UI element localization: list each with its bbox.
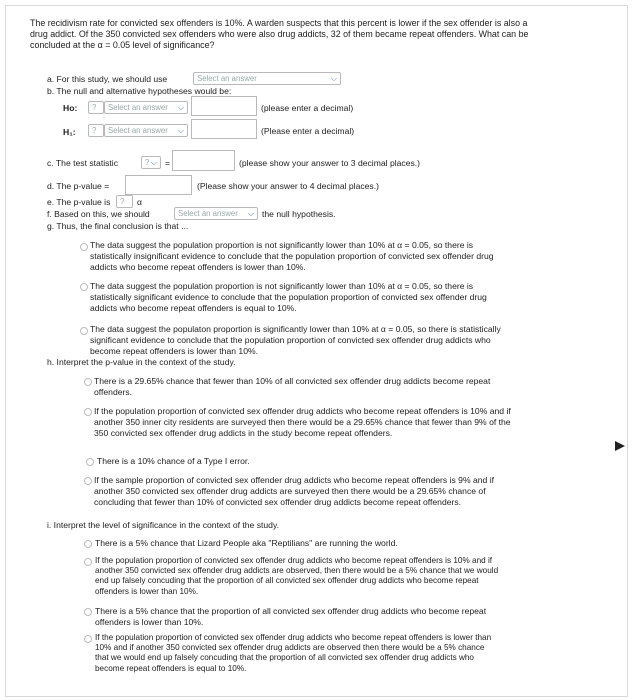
p-value-comparison-select-value: ? xyxy=(120,197,125,206)
pvalue-interpretation-option-4-radio[interactable] xyxy=(84,477,92,485)
pvalue-interpretation-option-2[interactable]: If the population proportion of convicted sex offender drug addicts who become repeat offenders is 10% and if another 350 inner city residents are surveyed then there would be a 29.65% chance that fewer than 9% of the 350 convicted sex offender drug addicts in the study become repeat offenders. xyxy=(94,406,511,438)
h1-symbol-select-placeholder: Select an answer xyxy=(108,126,168,135)
part-c-label: c. The test statistic xyxy=(47,158,119,168)
conclusion-option-2-radio[interactable] xyxy=(80,283,88,291)
h1-label: H₁: xyxy=(63,127,76,137)
part-i-label: i. Interpret the level of significance in the context of the study. xyxy=(47,520,280,530)
conclusion-option-1[interactable]: The data suggest the population proportion is not significantly lower than 10% at α = 0.05, so there is statistically insignificant evidence to conclude that the population proportion of convicted sex offender drug addicts who become repeat offenders is lower than 10%. xyxy=(90,240,494,272)
part-g-label: g. Thus, the final conclusion is that ... xyxy=(47,221,189,231)
part-f-suffix: the null hypothesis. xyxy=(262,209,336,219)
pvalue-interpretation-option-3[interactable]: There is a 10% chance of a Type I error. xyxy=(97,456,250,466)
h0-value-input[interactable] xyxy=(191,96,257,116)
decision-select-placeholder: Select an answer xyxy=(178,209,238,218)
significance-interpretation-option-1[interactable]: There is a 5% chance that Lizard People aka "Reptilians" are running the world. xyxy=(95,538,398,548)
h0-hint: (please enter a decimal) xyxy=(261,103,354,113)
mouse-pointer-icon xyxy=(615,441,625,451)
h0-parameter-select-value: ? xyxy=(92,103,97,112)
test-statistic-input[interactable] xyxy=(172,150,235,171)
conclusion-option-3[interactable]: The data suggest the populaton proportion is significantly lower than 10% at α = 0.05, so there is statistically significant evidence to conclude that the population proportion of convicted sex offender drug addicts who become repeat offenders is lower than 10%. xyxy=(90,324,501,356)
pvalue-interpretation-option-1-radio[interactable] xyxy=(84,378,92,386)
part-c-hint: (please show your answer to 3 decimal places.) xyxy=(239,158,421,168)
chevron-down-icon: ⌵ xyxy=(177,126,184,135)
h0-symbol-select[interactable] xyxy=(104,101,188,114)
conclusion-option-3-radio[interactable] xyxy=(80,327,88,335)
pvalue-interpretation-option-2-radio[interactable] xyxy=(84,408,92,416)
test-type-select[interactable] xyxy=(193,72,341,85)
chevron-down-icon: ⌵ xyxy=(177,103,184,112)
chevron-down-icon: ⌵ xyxy=(330,74,337,83)
chevron-down-icon: ⌵ xyxy=(247,209,254,218)
h1-hint: (Please enter a decimal) xyxy=(261,126,355,136)
h0-parameter-select[interactable] xyxy=(88,101,104,114)
part-d-label: d. The p-value = xyxy=(47,181,110,191)
significance-interpretation-option-3[interactable]: There is a 5% chance that the proportion of all convicted sex offender drug addicts who become repeat offenders is lower than 10%. xyxy=(95,606,487,627)
significance-interpretation-option-3-radio[interactable] xyxy=(84,608,92,616)
significance-interpretation-option-1-radio[interactable] xyxy=(84,540,92,548)
decision-select[interactable] xyxy=(174,207,258,220)
part-f-label: f. Based on this, we should xyxy=(47,209,150,219)
part-b-label: b. The null and alternative hypotheses would be: xyxy=(47,86,232,96)
chevron-down-icon: ⌵ xyxy=(150,158,157,167)
test-type-select-placeholder: Select an answer xyxy=(197,74,257,83)
significance-interpretation-option-2-radio[interactable] xyxy=(84,558,92,566)
h0-symbol-select-placeholder: Select an answer xyxy=(108,103,168,112)
h1-parameter-select-value: ? xyxy=(92,126,97,135)
conclusion-option-2[interactable]: The data suggest the population proportion is not significantly lower than 10% at α = 0.05, so there is statistically significant evidence to conclude that the population proportion of convicted sex offender drug addicts who become repeat offenders is equal to 10%. xyxy=(90,281,487,313)
part-a-label: a. For this study, we should use xyxy=(47,74,168,84)
pvalue-interpretation-option-3-radio[interactable] xyxy=(86,458,94,466)
part-e-label: e. The p-value is xyxy=(47,197,111,207)
test-statistic-type-select-value: ? xyxy=(145,158,150,167)
equals-sign: = xyxy=(165,158,171,168)
part-d-hint: (Please show your answer to 4 decimal places.) xyxy=(197,181,379,191)
h0-label: Ho: xyxy=(63,103,78,113)
question-stem: The recidivism rate for convicted sex offenders is 10%. A warden suspects that this percent is lower if the sex offender is also a drug addict. Of the 350 convicted sex offenders who were also drug addicts, 32 of them became repeat offenders. What can be concluded at the α = 0.05 level of significance? xyxy=(30,18,529,51)
conclusion-option-1-radio[interactable] xyxy=(80,243,88,251)
significance-interpretation-option-4[interactable]: If the population proportion of convicted sex offender drug addicts who become repeat offenders is lower than 10% and if another 350 convicted sex offender drug addicts are observed then there would be a 5% chance that we would end up falsely concuding that the proportion of all convicted sex offender drug addicts who become repeat offenders is equal to 10%. xyxy=(95,633,492,673)
p-value-comparison-select[interactable] xyxy=(116,195,133,208)
part-h-label: h. Interpret the p-value in the context of the study. xyxy=(47,357,236,367)
h1-value-input[interactable] xyxy=(191,119,257,139)
p-value-input[interactable] xyxy=(125,175,192,195)
significance-interpretation-option-4-radio[interactable] xyxy=(84,635,92,643)
alpha-symbol: α xyxy=(137,197,142,207)
test-statistic-type-select[interactable] xyxy=(141,156,161,169)
h1-symbol-select[interactable] xyxy=(104,124,188,137)
pvalue-interpretation-option-1[interactable]: There is a 29.65% chance that fewer than 10% of all convicted sex offender drug addicts become repeat offenders. xyxy=(94,376,491,397)
pvalue-interpretation-option-4[interactable]: If the sample proportion of convicted sex offender drug addicts who become repeat offenders is 9% and if another 350 convicted sex offender drug addicts are surveyed then there would be a 29.65% chance of concluding that fewer than 10% of convicted sex offender drug addicts become repeat offenders. xyxy=(94,475,495,507)
significance-interpretation-option-2[interactable]: If the population proportion of convicted sex offender drug addicts who become repeat offenders is 10% and if another 350 convicted sex offender drug addicts are observed, then there would be a 5% chance that we would end up falsely concuding that the proportion of all convicted sex offender drug addicts who become repeat offenders is lower than 10%. xyxy=(95,556,499,596)
h1-parameter-select[interactable] xyxy=(88,124,104,137)
